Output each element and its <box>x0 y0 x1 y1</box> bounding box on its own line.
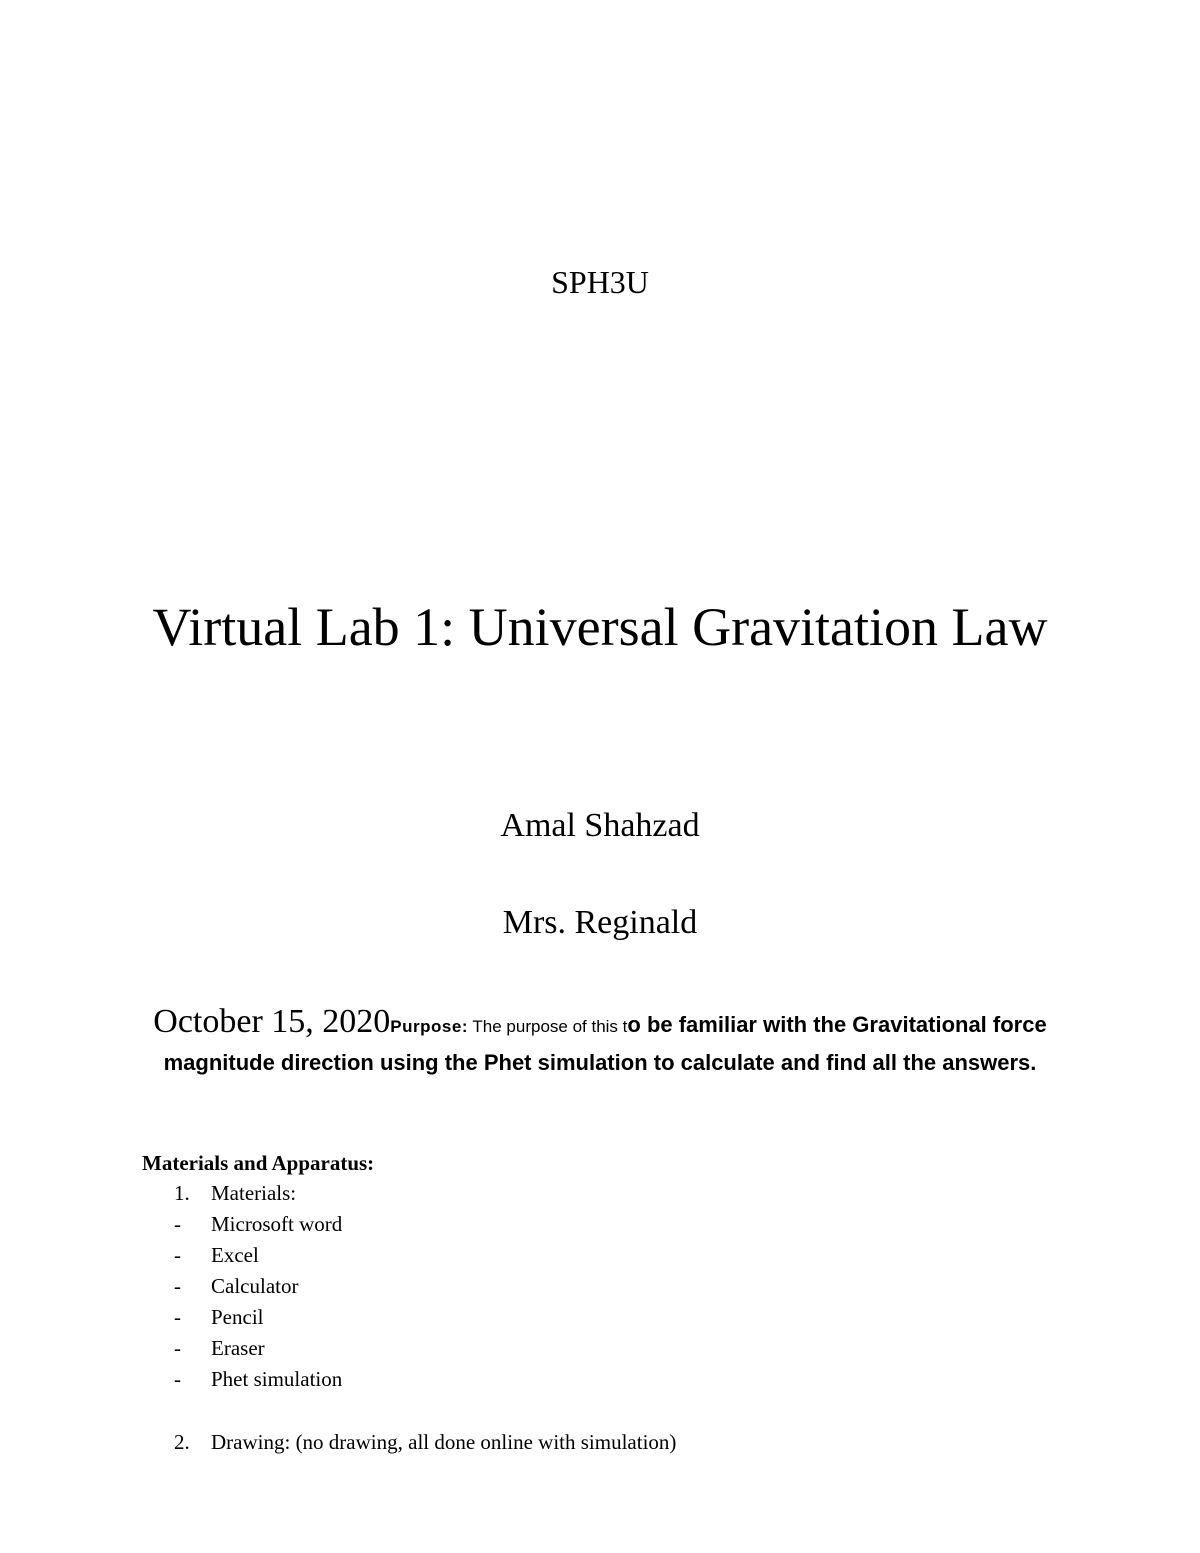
list-item-label: Calculator <box>211 1274 299 1298</box>
list-item-label: Excel <box>211 1243 259 1267</box>
author-name: Amal Shahzad <box>500 807 700 844</box>
list-item-label: Microsoft word <box>211 1212 343 1236</box>
purpose-label: Purpose: <box>390 1017 468 1036</box>
list-item-label: Pencil <box>211 1305 264 1329</box>
purpose-body: o be familiar with the Gravitational force magnitude direction using the Phet simulation to calculate and find all the answers. <box>163 1012 1047 1075</box>
bullet-dash: - <box>174 1336 181 1360</box>
list-number: 1. <box>174 1181 190 1205</box>
list-item-label: Materials: <box>211 1181 297 1205</box>
lab-title: Virtual Lab 1: Universal Gravitation Law <box>152 597 1048 657</box>
bullet-dash: - <box>174 1305 181 1329</box>
date-purpose-paragraph <box>120 1004 1080 1081</box>
purpose-intro: The purpose of this t <box>467 1017 628 1036</box>
list-item-label: Eraser <box>211 1336 265 1360</box>
list-item-label: Drawing: (no drawing, all done online with simulation) <box>211 1430 677 1454</box>
course-code: SPH3U <box>551 264 649 300</box>
teacher-name: Mrs. Reginald <box>502 904 698 941</box>
report-date: October 15, 2020 <box>153 1003 391 1040</box>
bullet-dash: - <box>174 1243 181 1267</box>
bullet-dash: - <box>174 1367 181 1391</box>
materials-heading: Materials and Apparatus: <box>142 1151 375 1175</box>
list-number: 2. <box>174 1430 190 1454</box>
bullet-dash: - <box>174 1274 181 1298</box>
list-item-label: Phet simulation <box>211 1367 343 1391</box>
bullet-dash: - <box>174 1212 181 1236</box>
